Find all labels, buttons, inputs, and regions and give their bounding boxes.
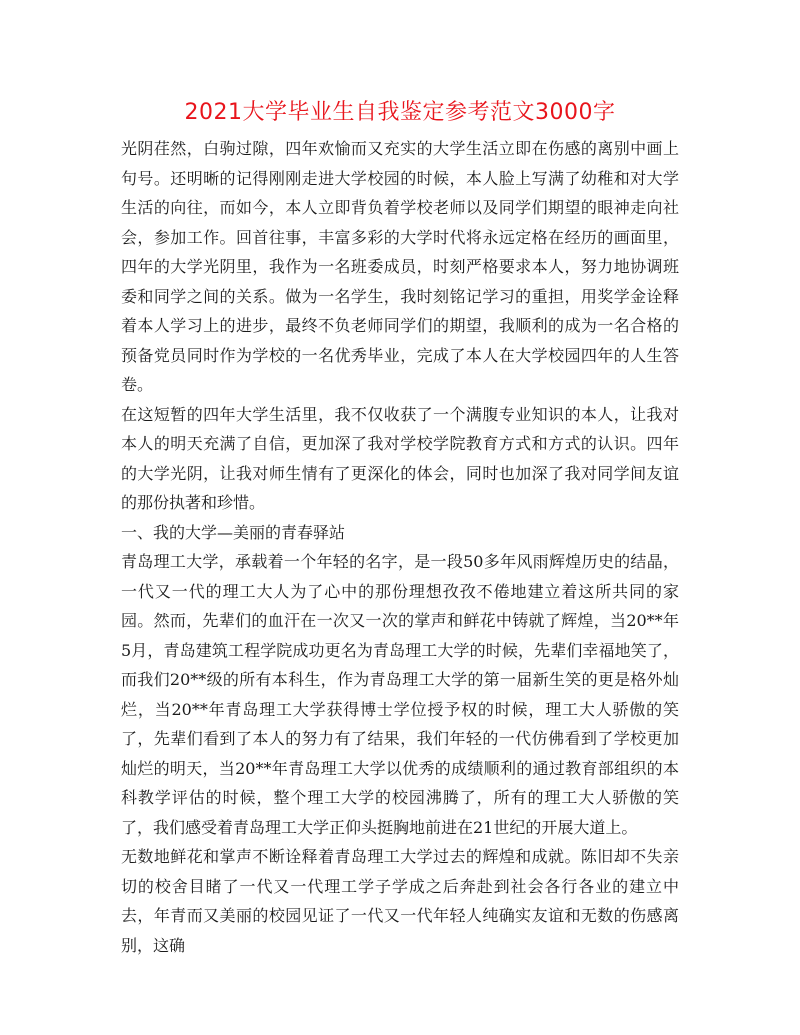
paragraph-intro: 光阴荏然，白驹过隙，四年欢愉而又充实的大学生活立即在伤感的离别中画上句号。还明晰的记得刚刚走进大学校园的时候，本人脸上写满了幼稚和对大学生活的向往，而如今，本人立即背负着学校老师以及同学们期望的眼神走向社会，参加工作。回首往事，丰富多彩的大学时代将永远定格在经历的画面里，四年的大学光阴里，我作为一名班委成员，时刻严格要求本人，努力地协调班委和同学之间的关系。做为一名学生，我时刻铭记学习的重担，用奖学金诠释着本人学习上的进步，最终不负老师同学们的期望，我顺利的成为一名合格的预备党员同时作为学校的一名优秀毕业，完成了本人在大学校园四年的人生答卷。 bbox=[121, 139, 679, 394]
section-heading: 一、我的大学—美丽的青春驿站 bbox=[121, 522, 346, 542]
paragraph-campus: 无数地鲜花和掌声不断诠释着青岛理工大学过去的辉煌和成就。陈旧却不失亲切的校舍目睹了一代又一代理工学子学成之后奔赴到社会各行各业的建立中去，年青而又美丽的校园见证了一代又一代年轻人纯确实友谊和无数的伤感离别，这确 bbox=[121, 847, 679, 955]
paragraph-reflection: 在这短暂的四年大学生活里，我不仅收获了一个满腹专业知识的本人，让我对本人的明天充满了自信，更加深了我对学校学院教育方式和方式的认识。四年的大学光阴，让我对师生情有了更深化的体会，同时也加深了我对同学间友谊的那份执著和珍惜。 bbox=[121, 404, 679, 512]
document-page bbox=[121, 96, 679, 960]
paragraph-university-history: 青岛理工大学，承载着一个年轻的名字，是一段50多年风雨辉煌历史的结晶，一代又一代的理工大人为了心中的那份理想孜孜不倦地建立着这所共同的家园。然而，先辈们的血汗在一次又一次的掌声和鲜花中铸就了辉煌，当20**年5月，青岛建筑工程学院成功更名为青岛理工大学的时候，先辈们幸福地笑了，而我们20**级的所有本科生，作为青岛理工大学的第一届新生笑的更是格外灿烂，当20**年青岛理工大学获得博士学位授予权的时候，理工大人骄傲的笑了，先辈们看到了本人的努力有了结果，我们年轻的一代仿佛看到了学校更加灿烂的明天，当20**年青岛理工大学以优秀的成绩顺利的通过教育部组织的本科教学评估的时候，整个理工大学的校园沸腾了，所有的理工大人骄傲的笑了，我们感受着青岛理工大学正仰头挺胸地前进在21世纪的开展大道上。 bbox=[121, 552, 679, 837]
document-title: 2021大学毕业生自我鉴定参考范文3000字 bbox=[184, 100, 616, 125]
